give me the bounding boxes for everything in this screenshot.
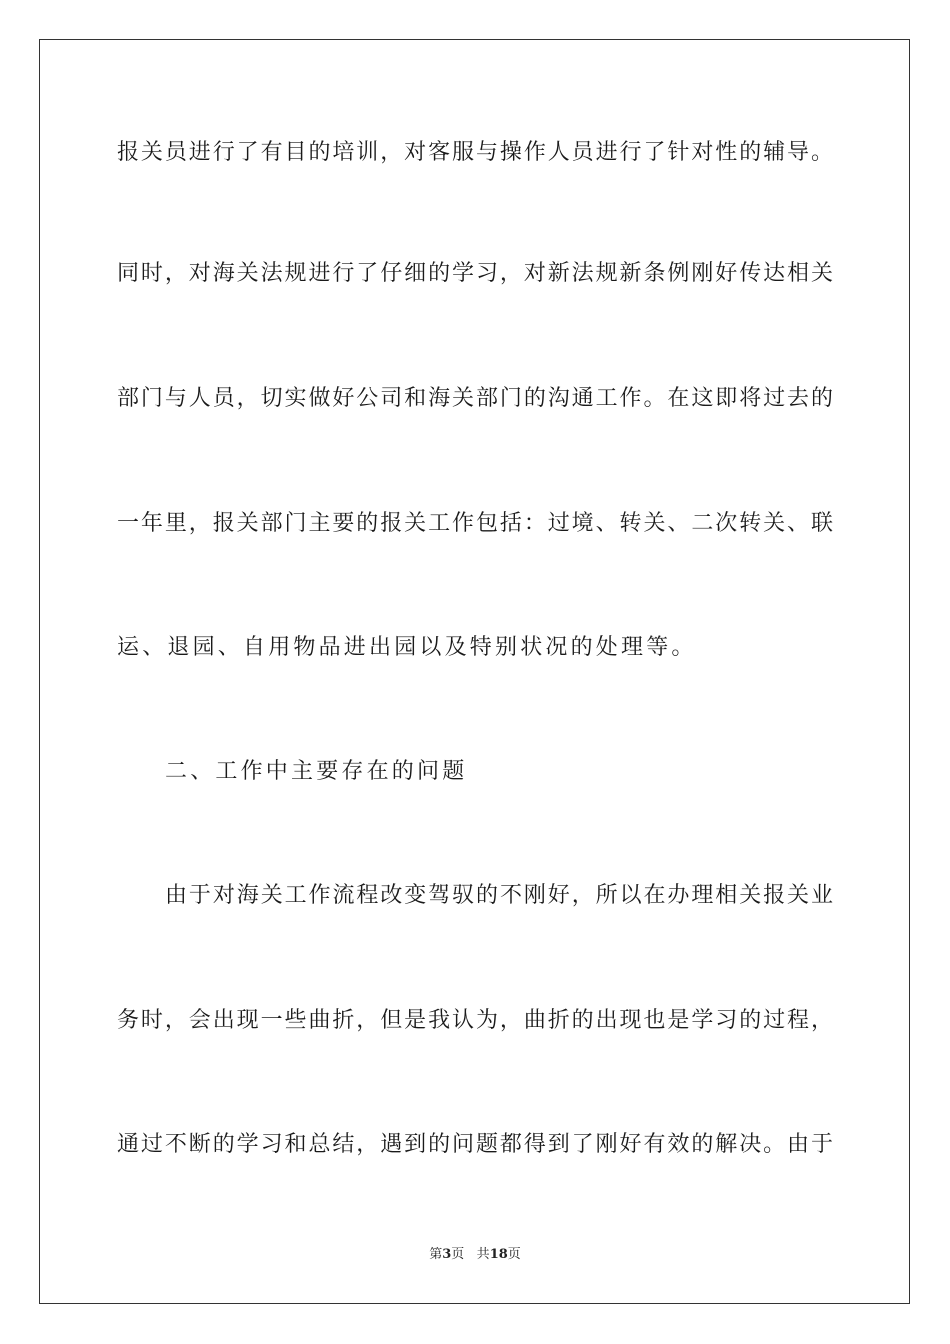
section-heading: 二、工作中主要存在的问题 — [165, 759, 468, 784]
body-text-line-2: 同时，对海关法规进行了仔细的学习，对新法规新条例刚好传达相关 — [117, 261, 833, 286]
footer-page-suffix: 页 — [451, 1247, 465, 1262]
body-text-line-9: 通过不断的学习和总结，遇到的问题都得到了刚好有效的解决。由于 — [117, 1132, 833, 1157]
body-text-line-5: 运、退园、自用物品进出园以及特别状况的处理等。 — [117, 635, 697, 660]
footer-total-pages: 18 — [489, 1247, 508, 1262]
body-text-line-7: 由于对海关工作流程改变驾驭的不刚好，所以在办理相关报关业 — [165, 883, 833, 908]
page-border — [39, 39, 910, 1304]
body-text-line-4: 一年里，报关部门主要的报关工作包括：过境、转关、二次转关、联 — [117, 511, 833, 536]
footer-current-page: 3 — [442, 1247, 452, 1262]
footer-prefix: 第 — [429, 1247, 443, 1262]
body-text-line-1: 报关员进行了有目的培训，对客服与操作人员进行了针对性的辅导。 — [117, 140, 833, 165]
footer-total-prefix: 共 — [476, 1247, 490, 1262]
body-text-line-8: 务时，会出现一些曲折，但是我认为，曲折的出现也是学习的过程， — [117, 1008, 833, 1033]
page-footer — [0, 1246, 950, 1264]
body-text-line-3: 部门与人员，切实做好公司和海关部门的沟通工作。在这即将过去的 — [117, 386, 833, 411]
footer-total-suffix: 页 — [507, 1247, 521, 1262]
